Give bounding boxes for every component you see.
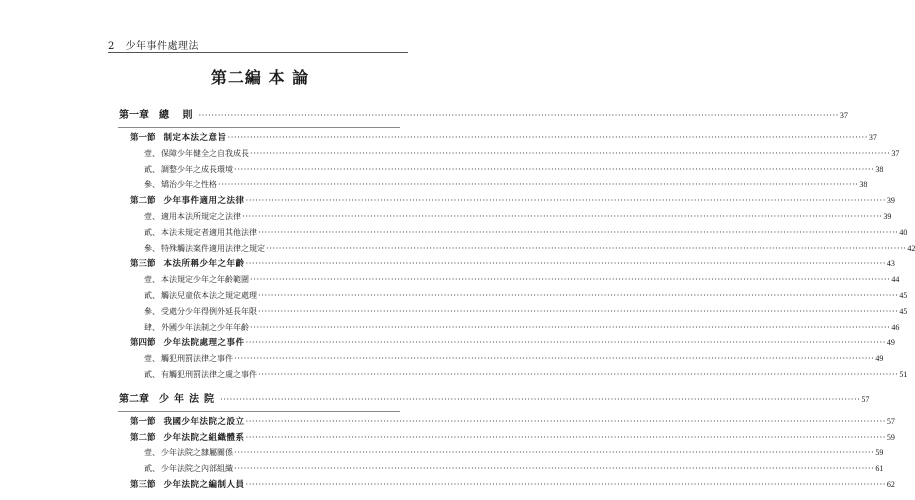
toc-item-name: 矯治少年之性格	[161, 180, 217, 190]
dot-leader: ········································································································································································································	[250, 275, 891, 286]
toc-section-title	[118, 478, 245, 494]
toc-item-entry[interactable]	[118, 445, 884, 461]
dot-leader: ········································································································································································································	[258, 290, 899, 301]
toc-chapter-title	[118, 106, 197, 125]
toc-section-number: 第一節	[130, 416, 156, 427]
toc-page-number: 39	[883, 211, 892, 221]
toc-section-entry[interactable]	[118, 335, 895, 351]
toc-item-number: 壹、	[144, 275, 160, 285]
toc-section-name: 我國少年法院之設立	[163, 416, 245, 427]
toc-item-title	[118, 288, 257, 304]
dot-leader: ········································································································································································································	[245, 479, 886, 490]
toc-item-name: 保障少年健全之自我成長	[161, 148, 249, 158]
dot-leader: ········································································································································································································	[234, 464, 875, 475]
toc-section-name: 少年法院處理之事件	[163, 338, 245, 349]
toc-section-title	[118, 257, 245, 273]
toc-item-number: 參、	[144, 243, 160, 253]
table-of-contents	[118, 104, 915, 493]
toc-page-number: 43	[886, 259, 895, 269]
toc-item-entry[interactable]	[118, 241, 915, 257]
toc-page-number: 62	[886, 479, 895, 489]
toc-section-number: 第二節	[130, 196, 156, 207]
toc-item-title	[118, 209, 241, 225]
toc-page-number: 61	[875, 464, 884, 474]
toc-chapter-number: 第二章	[119, 393, 149, 405]
dot-leader: ········································································································································································································	[242, 211, 883, 222]
toc-section-name: 少年法院之組織體系	[163, 432, 245, 443]
toc-item-name: 有觸犯刑罰法律之虞之事件	[161, 369, 257, 379]
chapter-divider	[118, 411, 400, 412]
toc-section-title	[118, 194, 245, 210]
toc-item-number: 貳、	[144, 369, 160, 379]
toc-item-entry[interactable]	[118, 162, 884, 178]
toc-page-number: 49	[886, 338, 895, 348]
toc-section-number: 第二節	[130, 432, 156, 443]
dot-leader: ········································································································································································································	[245, 259, 886, 270]
toc-item-number: 貳、	[144, 290, 160, 300]
toc-item-entry[interactable]	[118, 304, 908, 320]
toc-section-title	[118, 336, 245, 352]
toc-page-number: 38	[859, 180, 868, 190]
toc-page-number: 59	[875, 448, 884, 458]
toc-item-entry[interactable]	[118, 461, 884, 477]
dot-leader: ········································································································································································································	[234, 448, 875, 459]
toc-item-title	[118, 146, 249, 162]
toc-item-number: 壹、	[144, 354, 160, 364]
toc-item-number: 壹、	[144, 148, 160, 158]
running-header	[108, 37, 199, 52]
page-number: 2	[108, 41, 115, 52]
toc-item-entry[interactable]	[118, 209, 892, 225]
toc-section-number: 第三節	[130, 479, 156, 490]
toc-item-entry[interactable]	[118, 288, 908, 304]
toc-item-name: 調整少年之成長環境	[161, 164, 233, 174]
toc-item-name: 觸犯刑罰法律之事件	[161, 354, 233, 364]
dot-leader: ········································································································································································································	[266, 243, 907, 254]
toc-item-name: 少年法院之隸屬關係	[161, 448, 233, 458]
toc-item-entry[interactable]	[118, 320, 900, 336]
toc-page-number: 44	[891, 275, 900, 285]
toc-item-number: 壹、	[144, 448, 160, 458]
toc-item-name: 本法規定少年之年齡範圍	[161, 275, 249, 285]
dot-leader: ········································································································································································································	[245, 196, 886, 207]
toc-page-number: 37	[891, 148, 900, 158]
toc-section-name: 少年法院之編制人員	[163, 479, 245, 490]
toc-page-number: 57	[886, 416, 895, 426]
toc-item-name: 觸法兒童依本法之規定處理	[161, 290, 257, 300]
toc-chapter-name: 總 則	[159, 110, 198, 121]
toc-page-number: 42	[907, 243, 915, 253]
dot-leader: ········································································································································································································	[258, 227, 899, 238]
toc-item-number: 貳、	[144, 464, 160, 474]
toc-item-title	[118, 461, 233, 477]
toc-item-entry[interactable]	[118, 367, 908, 383]
toc-page-number: 51	[899, 369, 908, 379]
header-rule	[108, 52, 408, 53]
dot-leader: ········································································································································································································	[258, 306, 899, 317]
toc-item-entry[interactable]	[118, 177, 868, 193]
dot-leader: ········································································································································································································	[250, 148, 891, 159]
toc-section-title	[118, 131, 227, 147]
toc-section-entry[interactable]	[118, 193, 895, 209]
toc-item-number: 參、	[144, 306, 160, 316]
toc-item-title	[118, 272, 249, 288]
toc-section-number: 第三節	[130, 259, 156, 270]
toc-item-name: 少年法院之內部組織	[161, 464, 233, 474]
dot-leader: ········································································································································································································	[198, 111, 839, 121]
toc-item-title	[118, 162, 233, 178]
dot-leader: ········································································································································································································	[245, 432, 886, 443]
toc-section-number: 第四節	[130, 338, 156, 349]
toc-item-number: 參、	[144, 180, 160, 190]
toc-page-number: 39	[886, 196, 895, 206]
dot-leader: ········································································································································································································	[218, 180, 859, 191]
toc-page-number: 45	[899, 290, 908, 300]
toc-item-number: 肆、	[144, 322, 160, 332]
dot-leader: ········································································································································································································	[250, 322, 891, 333]
toc-item-number: 壹、	[144, 211, 160, 221]
book-title: 少年事件處理法	[125, 41, 200, 52]
toc-page-number: 49	[875, 354, 884, 364]
toc-item-title	[118, 320, 249, 336]
dot-leader: ········································································································································································································	[227, 133, 868, 143]
toc-section-entry[interactable]	[118, 477, 895, 493]
toc-page-number: 59	[886, 432, 895, 442]
toc-item-name: 受處分少年得例外延長年限	[161, 306, 257, 316]
toc-item-name: 適用本法所規定之法律	[161, 211, 241, 221]
toc-item-entry[interactable]	[118, 351, 884, 367]
toc-item-title	[118, 304, 257, 320]
toc-section-number: 第一節	[130, 133, 156, 143]
toc-item-title	[118, 241, 265, 257]
toc-page-number: 57	[861, 394, 870, 404]
toc-item-name: 外國少年法制之少年年齡	[161, 322, 249, 332]
toc-section-title	[118, 415, 245, 431]
toc-page-number: 40	[899, 227, 908, 237]
dot-leader: ········································································································································································································	[234, 164, 875, 175]
dot-leader: ········································································································································································································	[220, 394, 861, 405]
toc-item-entry[interactable]	[118, 146, 900, 162]
toc-section-title	[118, 431, 245, 447]
dot-leader: ········································································································································································································	[245, 416, 886, 427]
toc-item-title	[118, 445, 233, 461]
toc-section-name: 本法所稱少年之年齡	[163, 259, 245, 270]
toc-section-name: 制定本法之意旨	[163, 133, 227, 143]
toc-chapter-name: 少年法院	[159, 393, 219, 405]
toc-item-number: 貳、	[144, 164, 160, 174]
toc-page-number: 45	[899, 306, 908, 316]
toc-item-title	[118, 367, 257, 383]
toc-page-number: 37	[839, 111, 848, 120]
toc-section-name: 少年事件適用之法律	[163, 196, 245, 207]
toc-section-entry[interactable]	[118, 130, 877, 146]
toc-item-title	[118, 351, 233, 367]
toc-item-title	[118, 225, 257, 241]
toc-item-title	[118, 177, 217, 193]
toc-chapter-number: 第一章	[119, 110, 149, 121]
toc-page-number: 46	[891, 322, 900, 332]
toc-page-number: 37	[868, 133, 877, 142]
chapter-divider	[118, 127, 400, 128]
toc-page-number: 38	[875, 164, 884, 174]
toc-section-entry[interactable]	[118, 256, 895, 272]
toc-item-name: 本法未規定者適用其他法律	[161, 227, 257, 237]
toc-section-entry[interactable]	[118, 414, 895, 430]
toc-chapter-entry[interactable]	[118, 390, 870, 409]
part-title: 第二編 本 論	[210, 68, 310, 87]
toc-chapter-title	[118, 390, 219, 409]
toc-item-name: 特殊觸法案件適用法律之規定	[161, 243, 265, 253]
toc-item-entry[interactable]	[118, 225, 908, 241]
dot-leader: ········································································································································································································	[258, 369, 899, 380]
toc-section-entry[interactable]	[118, 430, 895, 446]
toc-chapter-entry[interactable]	[118, 106, 848, 125]
dot-leader: ········································································································································································································	[234, 354, 875, 365]
toc-item-number: 貳、	[144, 227, 160, 237]
toc-item-entry[interactable]	[118, 272, 900, 288]
dot-leader: ········································································································································································································	[245, 338, 886, 349]
